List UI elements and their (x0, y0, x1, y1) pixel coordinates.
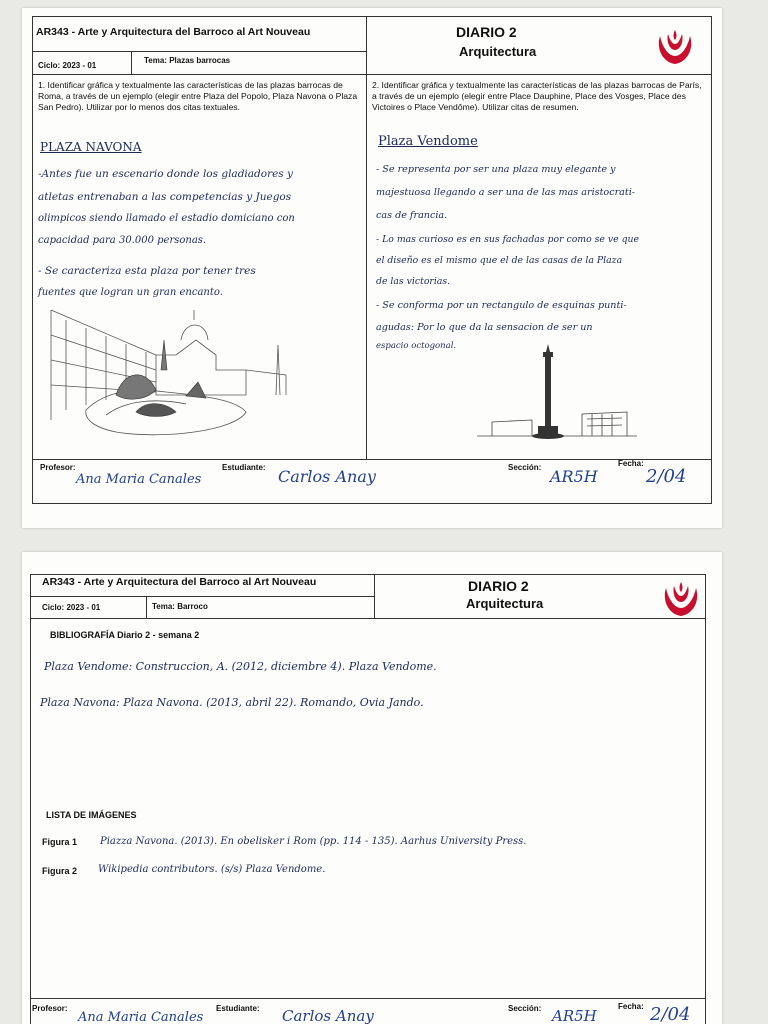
student-label: Estudiante: (216, 1004, 260, 1013)
student-label: Estudiante: (222, 463, 266, 472)
section-value: AR5H (550, 467, 598, 486)
date-value: 2/04 (650, 1004, 691, 1024)
diary-page-2 (22, 552, 722, 1024)
date-label: Fecha: (618, 1002, 644, 1011)
images-heading: LISTA DE IMÁGENES (46, 810, 137, 820)
diary-page-1 (22, 8, 722, 528)
section-label: Sección: (508, 463, 542, 472)
bibliography-entry-2: Plaza Navona: Plaza Navona. (2013, abril 22). Romando, Ovia Jando. (40, 696, 424, 709)
diary-subtitle: Arquitectura (459, 44, 537, 59)
right-heading: Plaza Vendome (378, 134, 478, 149)
right-line-1: - Se representa por ser una plaza muy elegante y (376, 164, 616, 175)
professor-name: Ana Maria Canales (78, 1010, 204, 1024)
left-line-6: fuentes que logran un gran encanto. (38, 287, 223, 298)
date-label: Fecha: (618, 459, 644, 468)
course-title: AR343 - Arte y Arquitectura del Barroco al Art Nouveau (42, 576, 317, 588)
piazza-navona-sketch (46, 300, 326, 450)
student-name: Carlos Anay (282, 1007, 374, 1024)
section-value: AR5H (552, 1007, 597, 1024)
left-line-4: capacidad para 30.000 personas. (38, 235, 207, 246)
section-label: Sección: (508, 1004, 542, 1013)
figure-1-label: Figura 1 (42, 837, 78, 847)
right-line-6: de las victorias. (376, 276, 451, 287)
student-name: Carlos Anay (278, 467, 376, 486)
page-2-frame (30, 574, 706, 1024)
cycle-label: Ciclo: 2023 - 01 (38, 61, 97, 70)
bibliography-heading: BIBLIOGRAFÍA Diario 2 - semana 2 (50, 630, 200, 640)
university-logo-icon (652, 28, 698, 70)
figure-2-text: Wikipedia contributors. (s/s) Plaza Vendome. (98, 864, 326, 875)
professor-label: Profesor: (32, 1004, 68, 1013)
instruction-left: 1. Identificar gráfica y textualmente las características de las plazas barrocas de Roma, a través de un ejemplo (elegir entre Plaza del Popolo, Plaza Navona o Plaza San Pedro). Utilizar por lo menos dos citas textuales. (38, 80, 358, 112)
course-title: AR343 - Arte y Arquitectura del Barroco al Art Nouveau (36, 26, 311, 38)
diary-title: DIARIO 2 (456, 24, 517, 40)
professor-label: Profesor: (40, 463, 76, 472)
date-value: 2/04 (646, 466, 687, 487)
right-line-2: majestuosa llegando a ser una de las mas aristocrati- (376, 187, 636, 198)
left-line-5: - Se caracteriza esta plaza por tener tres (38, 265, 256, 277)
figure-2-label: Figura 2 (42, 866, 78, 876)
cycle-label: Ciclo: 2023 - 01 (42, 603, 101, 612)
left-line-2: atletas entrenaban a las competencias y Juegos (38, 191, 292, 203)
right-line-5: el diseño es el mismo que el de las casas de la Plaza (376, 255, 623, 266)
diary-title: DIARIO 2 (468, 578, 529, 594)
professor-name: Ana Maria Canales (76, 472, 202, 487)
instruction-right: 2. Identificar gráfica y textualmente las características de las plazas barrocas de París, a través de un ejemplo (elegir entre Place Dauphine, Place des Vosges, Place des Victoires o Place Vendôme). Utilizar citas de resumen. (372, 80, 702, 112)
diary-subtitle: Arquitectura (466, 596, 544, 611)
figure-1-text: Piazza Navona. (2013). En obelisker i Rom (pp. 114 - 135). Aarhus University Press. (100, 836, 527, 847)
right-line-7: - Se conforma por un rectangulo de esquinas punti- (376, 300, 627, 311)
topic-label: Tema: Barroco (152, 602, 208, 611)
right-line-9: espacio octogonal. (376, 341, 457, 351)
place-vendome-sketch (472, 344, 642, 444)
left-line-3: olimpicos siendo llamado el estadio domiciano con (38, 213, 295, 224)
right-line-4: - Lo mas curioso es en sus fachadas por como se ve que (376, 234, 640, 245)
left-heading: PLAZA NAVONA (40, 140, 142, 154)
university-logo-icon (658, 580, 704, 622)
topic-label: Tema: Plazas barrocas (144, 56, 231, 65)
bibliography-entry-1: Plaza Vendome: Construccion, A. (2012, diciembre 4). Plaza Vendome. (44, 660, 437, 673)
right-line-3: cas de francia. (376, 210, 448, 221)
left-line-1: -Antes fue un escenario donde los gladiadores y (38, 168, 293, 180)
right-line-8: agudas: Por lo que da la sensacion de ser un (376, 322, 593, 333)
